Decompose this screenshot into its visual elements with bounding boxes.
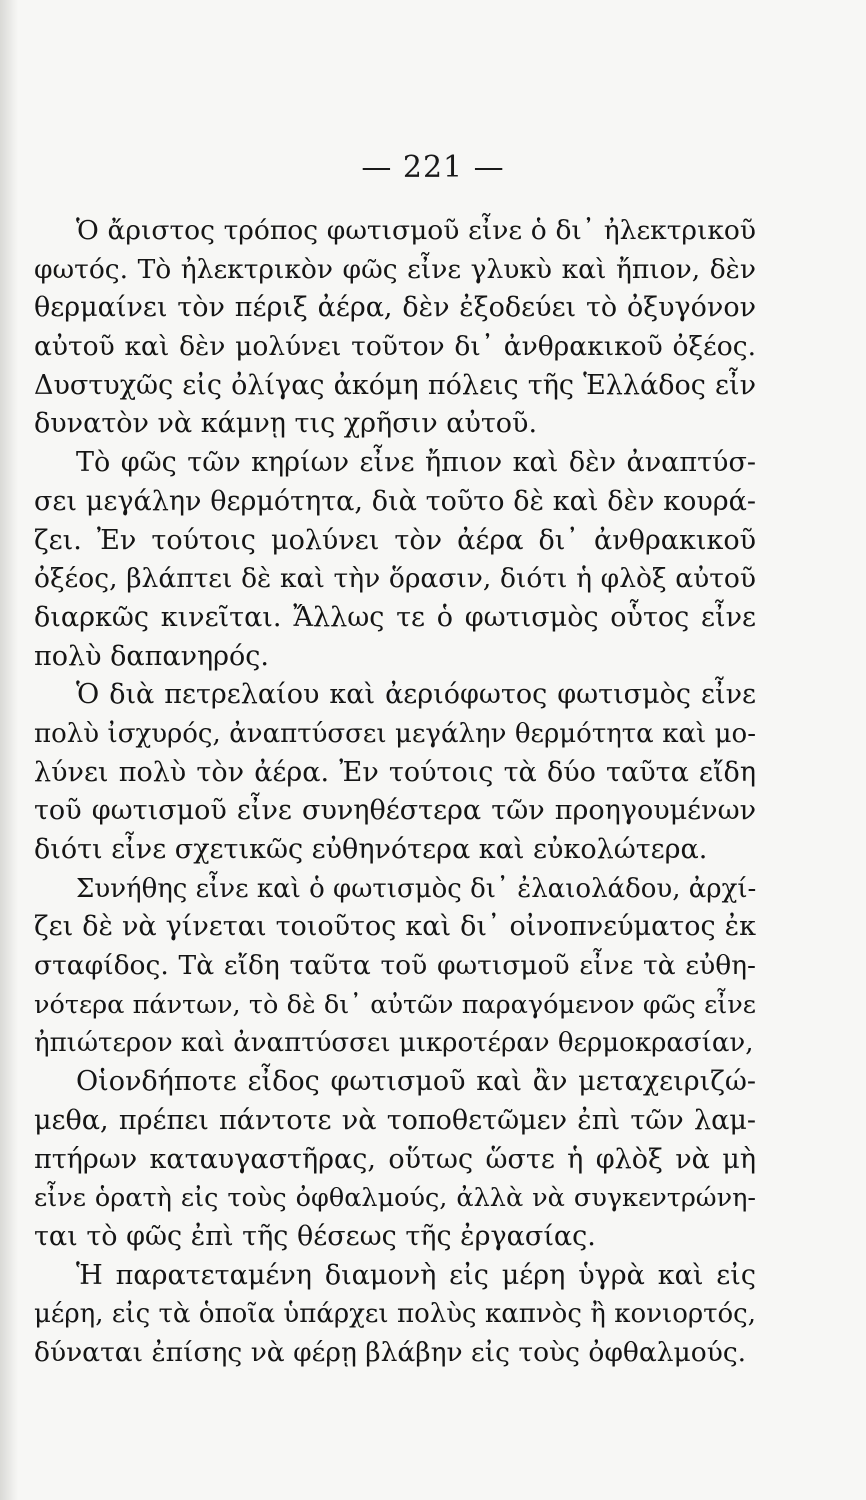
text-line: ζει. Ἐν τούτοις μολύνει τὸν ἀέρα δι᾽ ἀνθρακικοῦ [34, 524, 756, 556]
text-line: Τὸ φῶς τῶν κηρίων εἶνε ἤπιον καὶ δὲν ἀναπτύσ- [76, 447, 756, 479]
text-line: τοῦ φωτισμοῦ εἶνε συνηθέστερα τῶν προηγουμένων [34, 795, 756, 827]
text-line: δυνατὸν νὰ κάμνῃ τις χρῆσιν αὐτοῦ. [34, 408, 538, 440]
text-line: μεθα, πρέπει πάντοτε νὰ τοποθετῶμεν ἐπὶ τῶν λαμ- [34, 1104, 756, 1136]
text-line: σταφίδος. Τὰ εἴδη ταῦτα τοῦ φωτισμοῦ εἶνε τὰ εὐθη- [34, 950, 756, 982]
text-line: ζει δὲ νὰ γίνεται τοιοῦτος καὶ δι᾽ οἰνοπνεύματος ἐκ [34, 911, 756, 943]
text-line: αὐτοῦ καὶ δὲν μολύνει τοῦτον δι᾽ ἀνθρακικοῦ ὀξέος. [34, 331, 756, 363]
text-line: Συνήθης εἶνε καὶ ὁ φωτισμὸς δι᾽ ἐλαιολάδου, ἀρχί- [76, 873, 757, 904]
page-edge-shadow [0, 0, 18, 1500]
text-line: θερμαίνει τὸν πέριξ ἀέρα, δὲν ἐξοδεύει τὸ ὀξυγόνον [34, 292, 756, 324]
text-line: Δυστυχῶς εἰς ὀλίγας ἀκόμη πόλεις τῆς Ἑλλάδος εἶν [34, 369, 756, 401]
text-line: μέρη, εἰς τὰ ὁποῖα ὑπάρχει πολὺς καπνὸς ἢ κονιορτός, [34, 1299, 756, 1330]
text-line: Ὁ ἄριστος τρόπος φωτισμοῦ εἶνε ὁ δι᾽ ἠλεκτρικοῦ [76, 215, 756, 246]
text-line: πτήρων καταυγαστῆρας, οὕτως ὥστε ἡ φλὸξ νὰ μὴ [34, 1143, 756, 1175]
text-line: Οἱονδήποτε εἶδος φωτισμοῦ καὶ ἂν μεταχειριζώ- [76, 1066, 756, 1098]
text-line: Ὁ διὰ πετρελαίου καὶ ἀεριόφωτος φωτισμὸς εἶνε [76, 679, 756, 711]
body-text [34, 212, 756, 1373]
text-line: ἠπιώτερον καὶ ἀναπτύσσει μικροτέραν θερμοκρασίαν, [34, 1028, 754, 1059]
page-number: — 221 — [361, 150, 505, 185]
text-line: δύναται ἐπίσης νὰ φέρῃ βλάβην εἰς τοὺς ὀφθαλμούς. [34, 1336, 747, 1368]
text-line: διότι εἶνε σχετικῶς εὐθηνότερα καὶ εὐκολώτερα. [34, 834, 708, 865]
text-line: Ἡ παρατεταμένη διαμονὴ εἰς μέρη ὑγρὰ καὶ εἰς [76, 1259, 756, 1291]
text-line: ται τὸ φῶς ἐπὶ τῆς θέσεως τῆς ἐργασίας. [34, 1220, 596, 1252]
text-line: σει μεγάλην θερμότητα, διὰ τοῦτο δὲ καὶ δὲν κουρά- [34, 485, 756, 517]
text-line: πολὺ δαπανηρός. [34, 640, 269, 672]
text-line: εἶνε ὁρατὴ εἰς τοὺς ὀφθαλμούς, ἀλλὰ νὰ συγκεντρώνη- [34, 1183, 756, 1214]
text-line: πολὺ ἰσχυρός, ἀναπτύσσει μεγάλην θερμότητα καὶ μο- [34, 718, 756, 749]
text-line: νότερα πάντων, τὸ δὲ δι᾽ αὐτῶν παραγόμενον φῶς εἶνε [34, 989, 756, 1020]
text-line: ὀξέος, βλάπτει δὲ καὶ τὴν ὅρασιν, διότι ἡ φλὸξ αὐτοῦ [34, 563, 756, 595]
text-line: λύνει πολὺ τὸν ἀέρα. Ἐν τούτοις τὰ δύο ταῦτα εἴδη [34, 756, 756, 788]
text-line: διαρκῶς κινεῖται. Ἄλλως τε ὁ φωτισμὸς οὗτος εἶνε [34, 601, 756, 633]
text-line: φωτός. Τὸ ἠλεκτρικὸν φῶς εἶνε γλυκὺ καὶ ἤπιον, δὲν [34, 253, 756, 285]
